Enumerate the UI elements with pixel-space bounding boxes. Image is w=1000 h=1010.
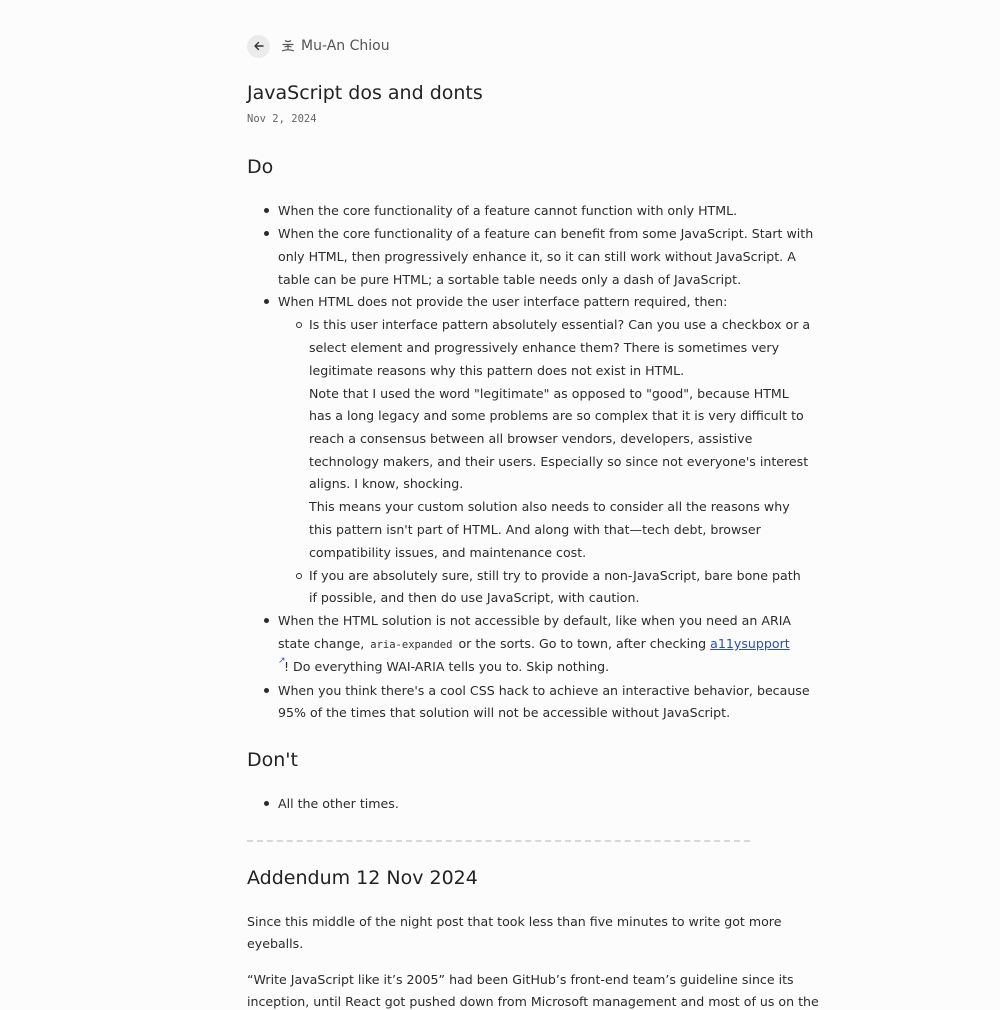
list-item-text: state change, bbox=[278, 636, 365, 651]
circle-bullet-icon bbox=[296, 322, 302, 328]
sub-list-item-line: has a long legacy and some problems are so complex that it is very difficult to bbox=[309, 408, 804, 423]
sub-list-item-line: If you are absolutely sure, still try to provide a non-JavaScript, bare bone path bbox=[309, 568, 801, 583]
list-item: When the core functionality of a feature cannot function with only HTML. bbox=[278, 203, 738, 218]
sub-list-item-line: this pattern isn't part of HTML. And along with that—tech debt, browser bbox=[309, 522, 761, 537]
list-item-line: When the core functionality of a feature can benefit from some JavaScript. Start with bbox=[278, 226, 814, 241]
paragraph-line: “Write JavaScript like it’s 2005” had been GitHub’s front-end team’s guideline since its bbox=[247, 972, 794, 987]
list-item-text: or the sorts. Go to town, after checking bbox=[458, 636, 707, 651]
inline-code: aria-expanded bbox=[370, 639, 453, 651]
list-item: When HTML does not provide the user interface pattern required, then: bbox=[278, 294, 728, 309]
list-item-line: table can be pure HTML; a sortable table needs only a dash of JavaScript. bbox=[278, 272, 742, 287]
sub-list-item-line: compatibility issues, and maintenance cost. bbox=[309, 545, 587, 560]
bullet-icon bbox=[264, 231, 269, 236]
dont-heading: Don't bbox=[247, 749, 298, 771]
arrow-left-icon bbox=[253, 40, 265, 52]
list-item: All the other times. bbox=[278, 796, 399, 811]
list-item-line: When you think there's a cool CSS hack to achieve an interactive behavior, because bbox=[278, 683, 810, 698]
bullet-icon bbox=[264, 618, 269, 623]
author-link[interactable]: Mu-An Chiou bbox=[301, 38, 390, 54]
bullet-icon bbox=[264, 688, 269, 693]
list-item-line: only HTML, then progressively enhance it, so it can still work without JavaScript. A bbox=[278, 249, 796, 264]
sub-list-item-line: Is this user interface pattern absolutely essential? Can you use a checkbox or a bbox=[309, 317, 811, 332]
list-item-line: ! Do everything WAI-ARIA tells you to. Skip nothing. bbox=[284, 659, 610, 674]
post-title: JavaScript dos and donts bbox=[247, 82, 483, 104]
bullet-icon bbox=[264, 801, 269, 806]
paragraph-line: Since this middle of the night post that took less than five minutes to write got more bbox=[247, 914, 782, 929]
a11ysupport-link[interactable]: a11ysupport bbox=[710, 636, 790, 651]
paragraph-line: eyeballs. bbox=[247, 936, 304, 951]
site-header bbox=[247, 34, 390, 58]
abstract-logo-icon[interactable] bbox=[280, 38, 296, 54]
paragraph-line: inception, until React got pushed down from Microsoft management and most of us on the bbox=[247, 994, 819, 1009]
post-date: Nov 2, 2024 bbox=[247, 113, 317, 125]
section-divider bbox=[247, 840, 750, 842]
sub-list-item-line: reach a consensus between all browser vendors, developers, assistive bbox=[309, 431, 753, 446]
circle-bullet-icon bbox=[296, 573, 302, 579]
sub-list-item-line: Note that I used the word "legitimate" as opposed to "good", because HTML bbox=[309, 386, 789, 401]
list-item-line: When the HTML solution is not accessible by default, like when you need an ARIA bbox=[278, 613, 792, 628]
sub-list-item-line: select element and progressively enhance them? There is sometimes very bbox=[309, 340, 780, 355]
addendum-heading: Addendum 12 Nov 2024 bbox=[247, 867, 478, 889]
sub-list-item-line: This means your custom solution also needs to consider all the reasons why bbox=[309, 499, 790, 514]
external-link-icon[interactable]: ↗ bbox=[278, 656, 286, 666]
back-button[interactable] bbox=[247, 35, 270, 58]
sub-list-item-line: if possible, and then do use JavaScript, with caution. bbox=[309, 590, 640, 605]
sub-list-item-line: aligns. I know, shocking. bbox=[309, 476, 464, 491]
bullet-icon bbox=[264, 299, 269, 304]
do-heading: Do bbox=[247, 156, 274, 178]
list-item-line bbox=[278, 636, 790, 653]
list-item-line: 95% of the times that solution will not be accessible without JavaScript. bbox=[278, 705, 731, 720]
bullet-icon bbox=[264, 208, 269, 213]
sub-list-item-line: legitimate reasons why this pattern does not exist in HTML. bbox=[309, 363, 685, 378]
sub-list-item-line: technology makers, and their users. Especially so since not everyone's interest bbox=[309, 454, 809, 469]
